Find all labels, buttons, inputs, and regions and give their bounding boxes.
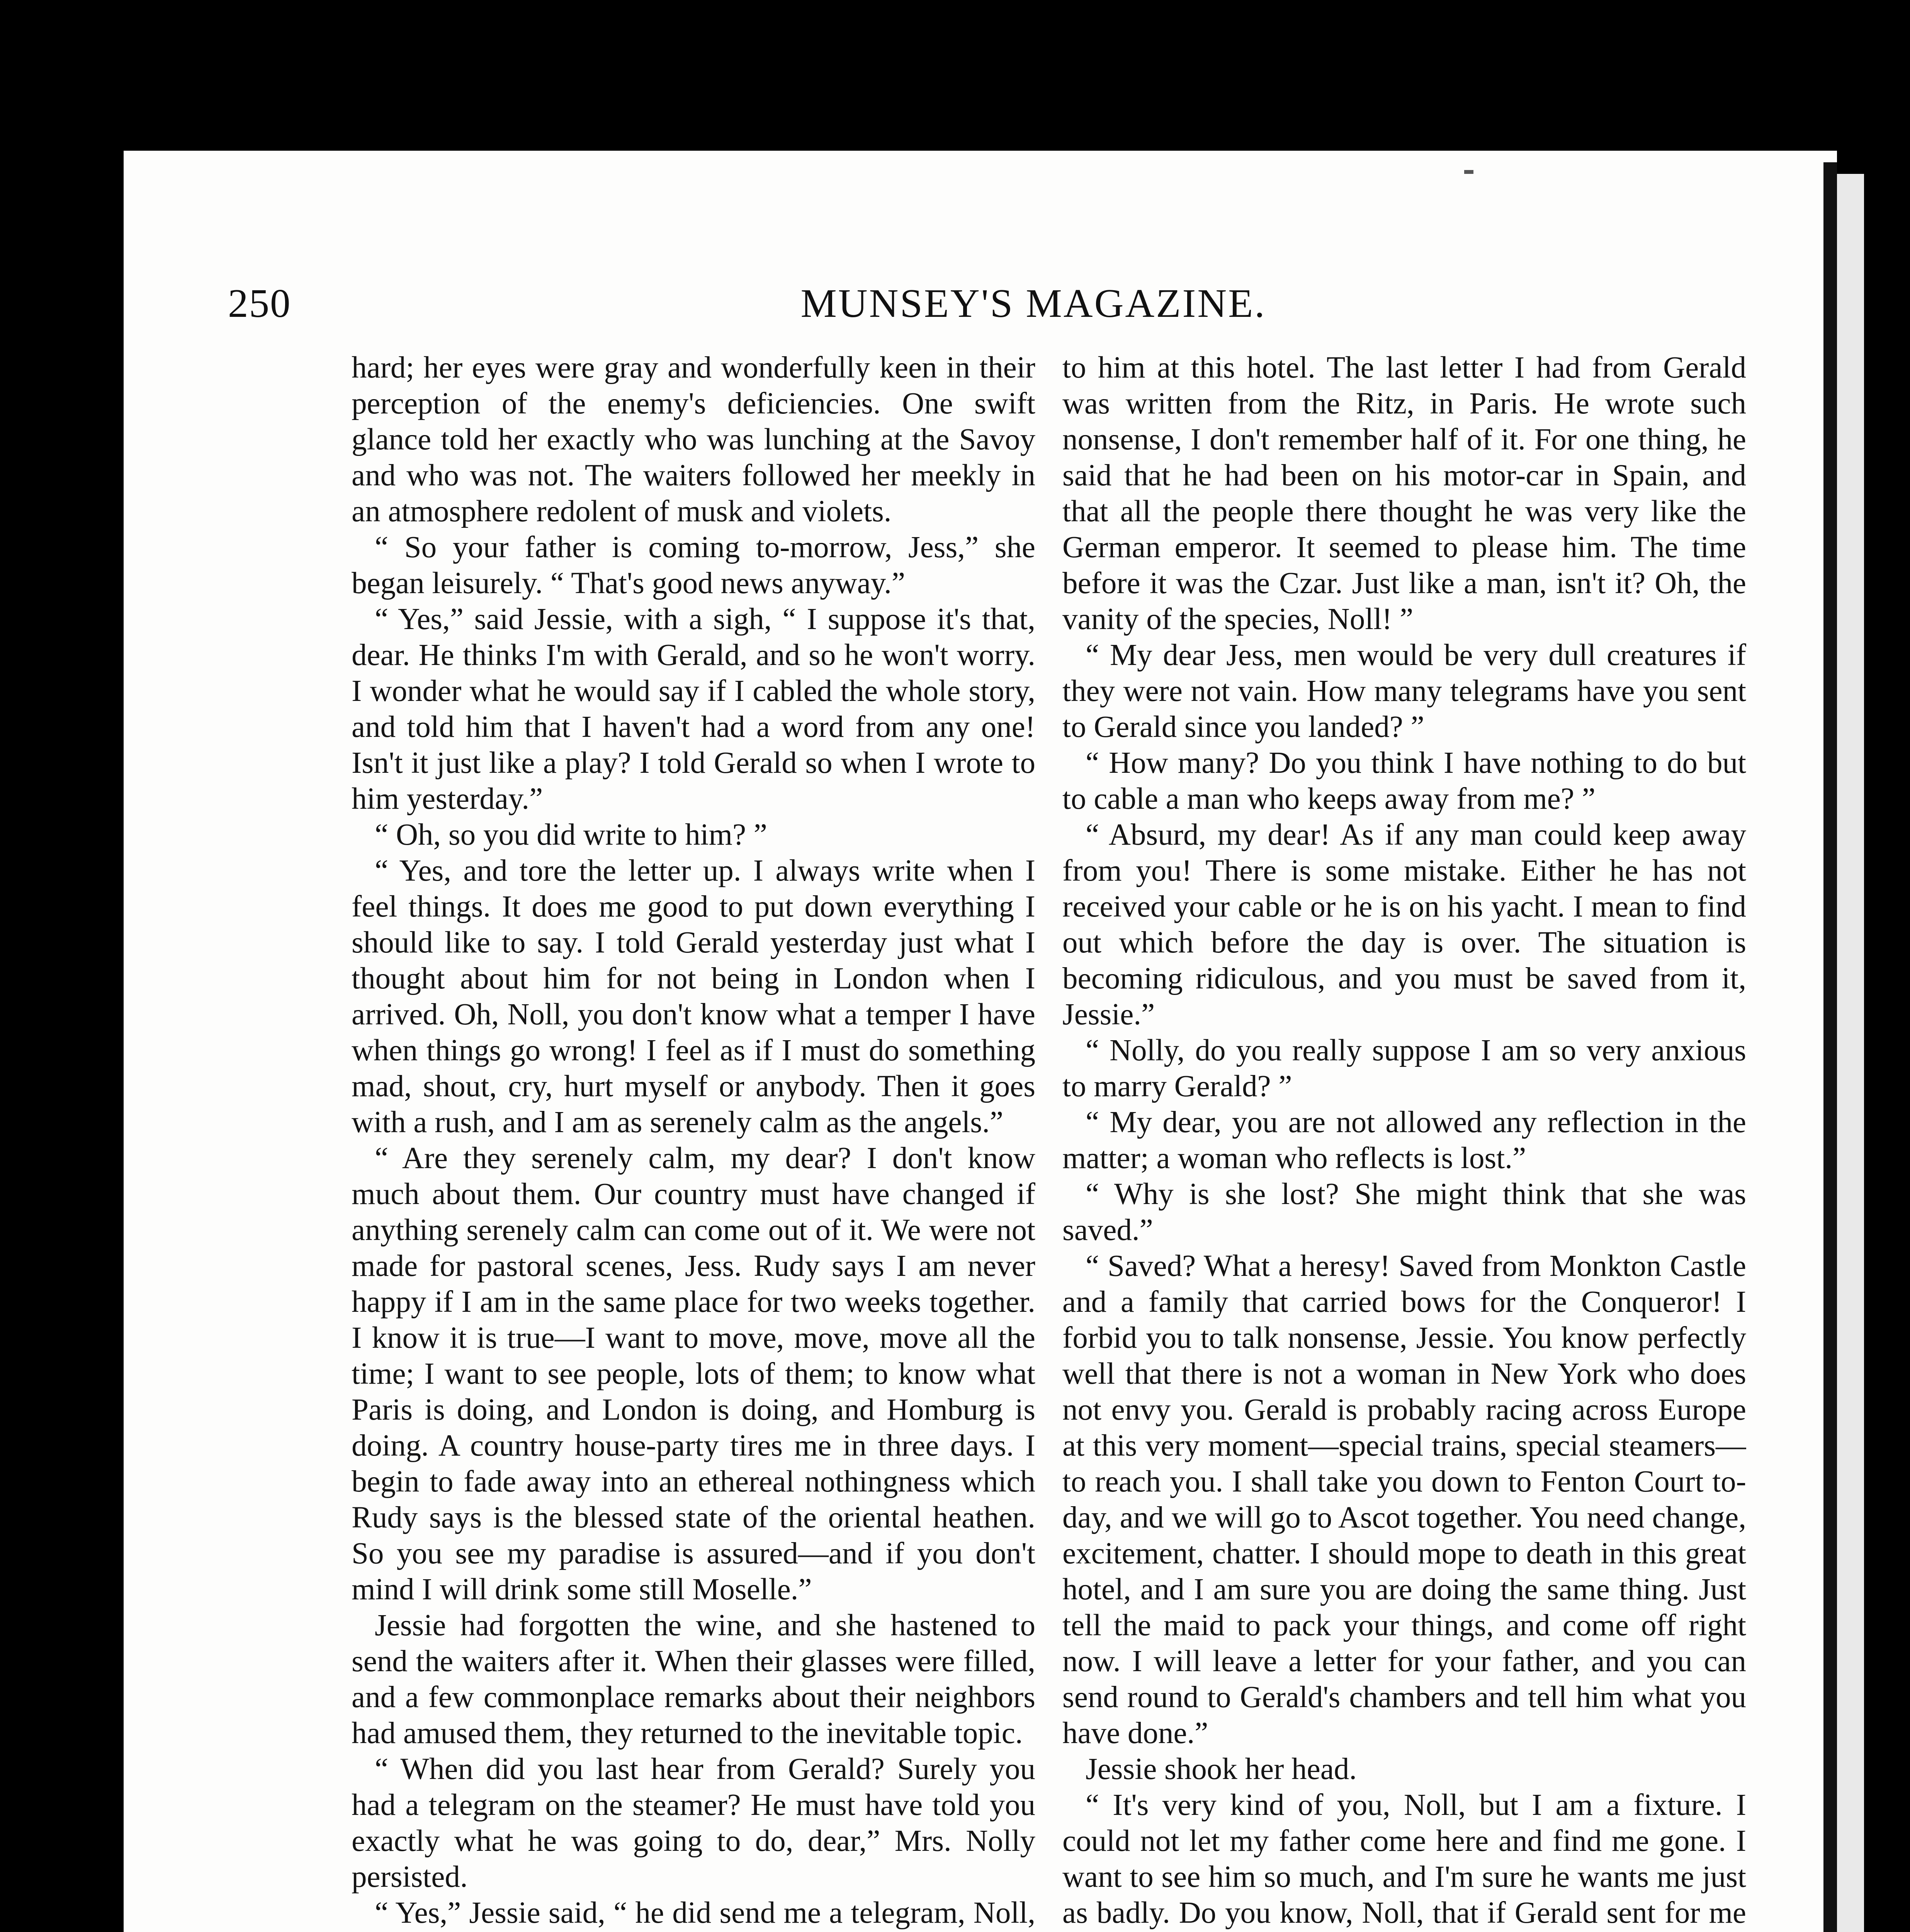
scan-mark	[1464, 170, 1473, 174]
right-text-column	[1062, 350, 1746, 1932]
paragraph: “ My dear Jess, men would be very dull creatures if they were not vain. How many telegrams have you sent to Gerald since you landed? ”	[1062, 638, 1746, 744]
left-text-column	[352, 350, 1035, 1932]
paragraph: “ Are they serenely calm, my dear? I don't know much about them. Our country must have changed if anything serenely calm can come out of it. We were not made for pastoral scenes, Jess. Rudy says I am never happy if I am in the same place for two weeks together. I know it is true—I want to move, move, move all the time; I want to see people, lots of them; to know what Paris is doing, and London is doing, and Homburg is doing. A country house-party tires me in three days. I begin to fade away into an ethereal nothingness which Rudy says is the blessed state of the oriental heathen. So you see my paradise is assured—and if you don't mind I will drink some still Moselle.”	[352, 1141, 1035, 1606]
paragraph: “ It's very kind of you, Noll, but I am a fixture. I could not let my father come here and find me gone. I want to see him so much, and I'm sure he wants me just as badly. Do you know, Noll, that if Gerald sent for me	[1062, 1788, 1746, 1930]
paragraph: “ Absurd, my dear! As if any man could keep away from you! There is some mistake. Either he has not received your cable or he is on his yacht. I mean to find out which before the day is over. The situation is becoming ridiculous, and you must be saved from it, Jessie.”	[1062, 818, 1746, 1031]
paragraph: “ Why is she lost? She might think that she was saved.”	[1062, 1177, 1746, 1247]
paragraph: “ When did you last hear from Gerald? Surely you had a telegram on the steamer? He must have told you exactly what he was going to do, dear,” Mrs. Nolly persisted.	[352, 1752, 1035, 1894]
paragraph: “ How many? Do you think I have nothing to do but to cable a man who keeps away from me? ”	[1062, 746, 1746, 816]
running-head	[228, 270, 1669, 336]
page-number: 250	[228, 281, 291, 326]
magazine-title: MUNSEY'S MAGAZINE.	[800, 281, 1266, 326]
paragraph: hard; her eyes were gray and wonderfully keen in their perception of the enemy's deficiencies. One swift glance told her exactly who was lunching at the Savoy and who was not. The waiters followed her meekly in an atmosphere redolent of musk and violets.	[352, 351, 1035, 528]
paragraph: “ Yes,” said Jessie, with a sigh, “ I suppose it's that, dear. He thinks I'm with Gerald, and so he won't worry. I wonder what he would say if I cabled the whole story, and told him that I haven't had a word from any one! Isn't it just like a play? I told Gerald so when I wrote to him yesterday.”	[352, 602, 1035, 816]
paragraph: Jessie shook her head.	[1086, 1752, 1357, 1786]
next-page-edge	[1837, 174, 1864, 1932]
paragraph: “ Yes, and tore the letter up. I always write when I feel things. It does me good to put down everything I should like to say. I told Gerald yesterday just what I thought about him for not being in London when I arrived. Oh, Noll, you don't know what a temper I have when things go wrong! I feel as if I must do something mad, shout, cry, hurt myself or anybody. Then it goes with a rush, and I am as serenely calm as the angels.”	[352, 854, 1035, 1139]
paragraph: Jessie had forgotten the wine, and she hastened to send the waiters after it. When their glasses were filled, and a few commonplace remarks about their neighbors had amused them, they returned to the inevitable topic.	[352, 1609, 1035, 1750]
paragraph: “ Yes,” Jessie said, “ he did send me a telegram, Noll,	[375, 1896, 1035, 1930]
paragraph: “ So your father is coming to-morrow, Jess,” she began leisurely. “ That's good news anyway.”	[352, 531, 1035, 600]
paragraph: “ Nolly, do you really suppose I am so very anxious to marry Gerald? ”	[1062, 1034, 1746, 1103]
paragraph: “ Saved? What a heresy! Saved from Monkton Castle and a family that carried bows for the Conqueror! I forbid you to talk nonsense, Jessie. You know perfectly well that there is not a woman in New York who does not envy you. Gerald is probably racing across Europe at this very moment—special trains, special steamers—to reach you. I shall take you down to Fenton Court to-day, and we will go to Ascot together. You need change, excitement, chatter. I should mope to death in this great hotel, and I am sure you are doing the same thing. Just tell the maid to pack your things, and come off right now. I will leave a letter for your father, and you can send round to Gerald's chambers and tell him what you have done.”	[1062, 1249, 1746, 1750]
paragraph: to him at this hotel. The last letter I had from Gerald was written from the Ritz, in Paris. He wrote such nonsense, I don't remember half of it. For one thing, he said that he had been on his motor-car in Spain, and that all the people there thought he was very like the German emperor. It seemed to please him. The time before it was the Czar. Just like a man, isn't it? Oh, the vanity of the species, Noll! ”	[1062, 351, 1746, 636]
paragraph: “ My dear, you are not allowed any reflection in the matter; a woman who reflects is lost.”	[1062, 1105, 1746, 1175]
page-gutter-shadow	[1823, 162, 1837, 1932]
paragraph: “ Oh, so you did write to him? ”	[375, 818, 767, 852]
